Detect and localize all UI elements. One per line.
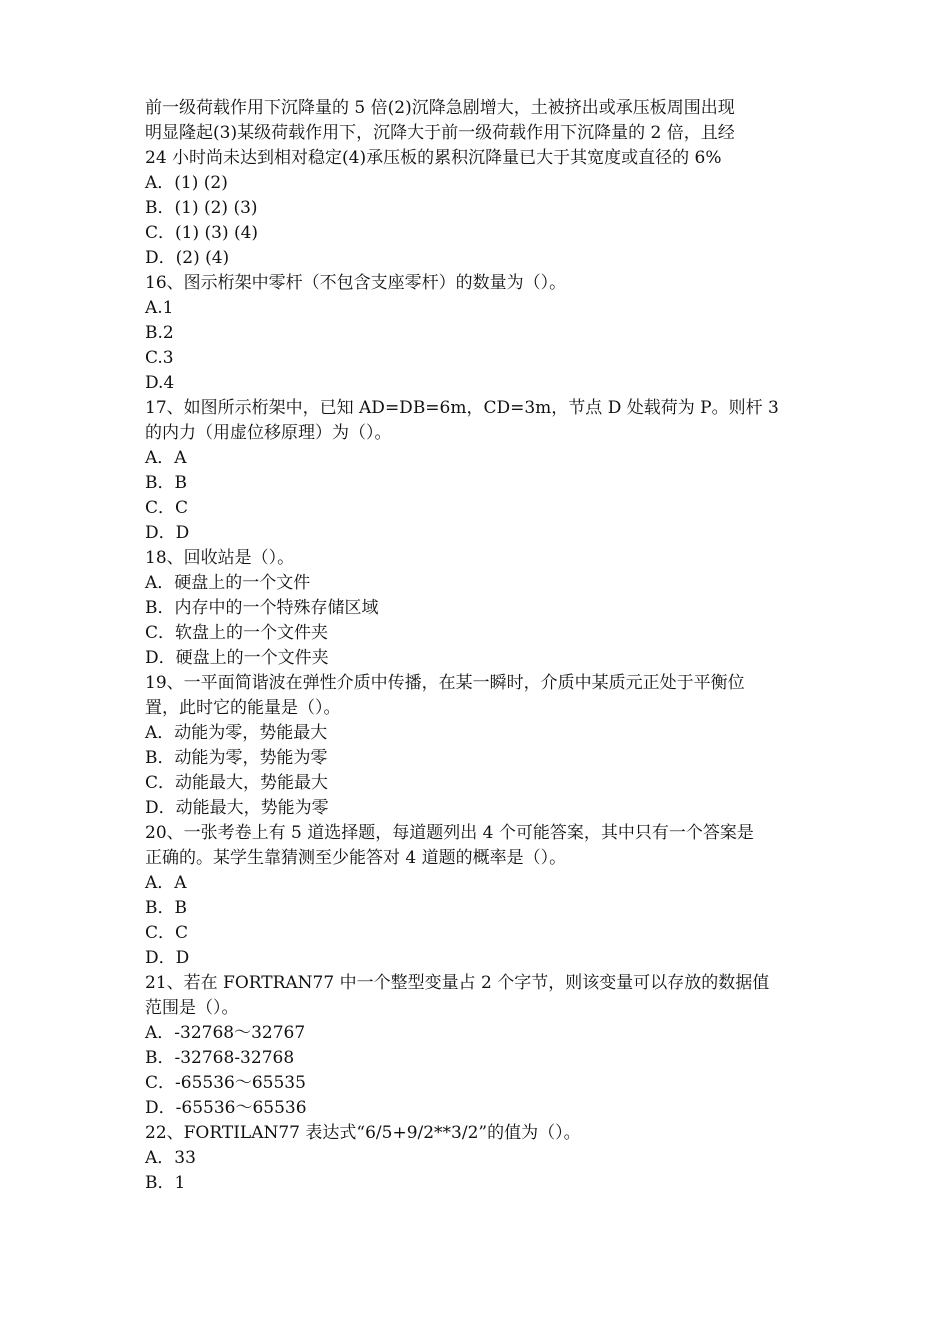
option-line: D.4 [145,373,175,393]
option-line: B．动能为零，势能为零 [145,748,328,768]
option-line: A．动能为零，势能最大 [145,723,328,743]
option-line: B．内存中的一个特殊存储区域 [145,598,379,618]
question-20: 20、一张考卷上有 5 道选择题，每道题列出 4 个可能答案，其中只有一个答案是 [145,823,754,843]
option-line: D．(2) (4) [145,248,230,268]
option-line: A．A [145,873,187,893]
option-line: A．A [145,448,187,468]
option-line: C．(1) (3) (4) [145,223,259,243]
question-16: 16、图示桁架中零杆（不包含支座零杆）的数量为（）。 [145,273,567,293]
option-line: A．-32768～32767 [145,1023,306,1043]
option-line: B．B [145,898,187,918]
option-line: D．-65536～65536 [145,1098,307,1118]
document-body [145,96,810,1196]
option-line: D．D [145,948,190,968]
option-line: B．(1) (2) (3) [145,198,258,218]
text-line: 明显隆起(3)某级荷载作用下，沉降大于前一级荷载作用下沉降量的 2 倍，且经 [145,123,735,143]
option-line: B．1 [145,1173,186,1193]
text-line: 范围是（）。 [145,998,239,1018]
option-line: B．B [145,473,187,493]
option-line: D．动能最大，势能为零 [145,798,329,818]
text-line: 24 小时尚未达到相对稳定(4)承压板的累积沉降量已大于其宽度或直径的 6% [145,148,722,168]
question-17: 17、如图所示桁架中，已知 AD=DB=6m，CD=3m，节点 D 处载荷为 P。则杆 3 [145,398,779,418]
question-22: 22、FORTILAN77 表达式“6/5+9/2**3/2”的值为（）。 [145,1123,581,1143]
question-21: 21、若在 FORTRAN77 中一个整型变量占 2 个字节，则该变量可以存放的数据值 [145,973,770,993]
text-line: 的内力（用虚位移原理）为（）。 [145,423,392,443]
option-line: B.2 [145,323,174,343]
option-line: C．-65536～65535 [145,1073,306,1093]
question-18: 18、回收站是（）。 [145,548,295,568]
option-line: A．硬盘上的一个文件 [145,573,311,593]
option-line: A．33 [145,1148,196,1168]
option-line: C．软盘上的一个文件夹 [145,623,329,643]
option-line: C．C [145,923,189,943]
option-line: C.3 [145,348,174,368]
text-line: 正确的。某学生靠猜测至少能答对 4 道题的概率是（）。 [145,848,567,868]
option-line: C．C [145,498,189,518]
option-line: D．D [145,523,190,543]
option-line: A．(1) (2) [145,173,228,193]
option-line: B．-32768-32768 [145,1048,295,1068]
option-line: D．硬盘上的一个文件夹 [145,648,329,668]
question-19: 19、一平面简谐波在弹性介质中传播，在某一瞬时，介质中某质元正处于平衡位 [145,673,745,693]
text-line: 置，此时它的能量是（）。 [145,698,341,718]
text-line: 前一级荷载作用下沉降量的 5 倍(2)沉降急剧增大，土被挤出或承压板周围出现 [145,98,735,118]
option-line: C．动能最大，势能最大 [145,773,329,793]
option-line: A.1 [145,298,174,318]
